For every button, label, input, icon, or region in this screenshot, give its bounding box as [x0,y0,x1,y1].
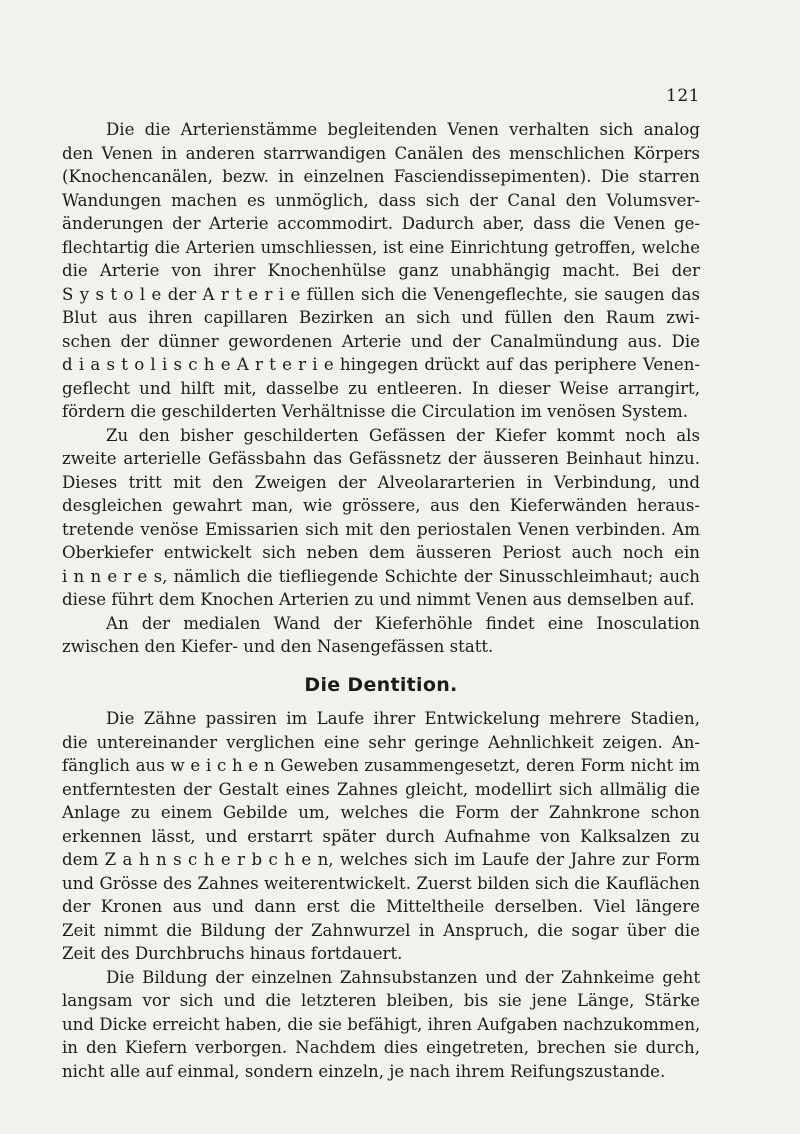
text-line: Zu den bisher geschilderten Gefässen der Kiefer kommt noch als [106,425,700,445]
text-line: die Arterie von ihrer Knochenhülse ganz unabhängig macht. Bei der [62,261,700,280]
text-line: und Grösse des Zahnes weiterentwickelt. Zuerst bilden sich die Kauflächen [62,873,700,893]
text-line: d i a s t o l i s c h e A r t e r i e hingegen drückt auf das periphere Venen- [62,355,700,374]
text-line: flechtartig die Arterien umschliessen, ist eine Einrichtung getroffen, welche [62,237,700,257]
text-line: diese führt dem Knochen Arterien zu und nimmt Venen aus demselben auf. [62,590,695,609]
paragraph-block-veins [62,118,700,659]
text-line: Blut aus ihren capillaren Bezirken an sich und füllen den Raum zwi- [62,308,700,327]
text-line: Oberkiefer entwickelt sich neben dem äusseren Periost auch noch ein [62,543,700,562]
text-line: Die Bildung der einzelnen Zahnsubstanzen und der Zahnkeime geht [106,967,700,987]
paragraph-block-dentition [62,707,700,1083]
text-line: dem Z a h n s c h e r b c h e n, welches sich im Laufe der Jahre zur Form [62,850,700,869]
text-line: Anlage zu einem Gebilde um, welches die Form der Zahnkrone schon [62,803,700,822]
text-line: S y s t o l e der A r t e r i e füllen sich die Venengeflechte, sie saugen das [62,284,700,304]
text-line: den Venen in anderen starrwandigen Canälen des menschlichen Körpers [62,143,700,163]
text-line: der Kronen aus und dann erst die Mitteltheile derselben. Viel längere [62,897,700,916]
text-line: zweite arterielle Gefässbahn das Gefässnetz der äusseren Beinhaut hinzu. [62,449,700,468]
text-line: entferntesten der Gestalt eines Zahnes gleicht, modellirt sich allmälig die [62,779,700,799]
text-line: und Dicke erreicht haben, die sie befähigt, ihren Aufgaben nachzukommen, [62,1014,701,1034]
text-line: die untereinander verglichen eine sehr geringe Aehnlichkeit zeigen. An- [62,732,700,752]
text-line: (Knochencanälen, bezw. in einzelnen Fasciendissepimenten). Die starren [62,167,700,186]
text-line: änderungen der Arterie accommodirt. Dadurch aber, dass die Venen ge- [62,214,700,233]
text-line: Die die Arterienstämme begleitenden Venen verhalten sich analog [106,120,700,139]
text-line: erkennen lässt, und erstarrt später durch Aufnahme von Kalksalzen zu [62,826,700,846]
text-line: Die Zähne passiren im Laufe ihrer Entwickelung mehrere Stadien, [106,709,700,728]
text-line: fördern die geschilderten Verhältnisse die Circulation im venösen System. [62,402,689,421]
section-heading: Die Dentition. [304,674,458,696]
text-line: Zeit nimmt die Bildung der Zahnwurzel in Anspruch, die sogar über die [62,920,700,940]
text-line: fänglich aus w e i c h e n Geweben zusammengesetzt, deren Form nicht im [62,756,700,775]
text-line: An der medialen Wand der Kieferhöhle findet eine Inosculation [106,613,700,633]
text-line: Wandungen machen es unmöglich, dass sich der Canal den Volumsver- [62,190,700,210]
text-line: desgleichen gewahrt man, wie grössere, aus den Kieferwänden heraus- [62,496,700,515]
text-line: nicht alle auf einmal, sondern einzeln, je nach ihrem Reifungszustande. [62,1061,666,1081]
text-line: zwischen den Kiefer- und den Nasengefässen statt. [62,637,494,656]
text-line: i n n e r e s, nämlich die tiefliegende Schichte der Sinusschleimhaut; auch [62,566,700,586]
text-line: langsam vor sich und die letzteren bleiben, bis sie jene Länge, Stärke [62,991,700,1010]
page-number: 121 [666,86,700,106]
text-line: Dieses tritt mit den Zweigen der Alveolararterien in Verbindung, und [62,472,700,492]
text-line: Zeit des Durchbruchs hinaus fortdauert. [62,944,403,963]
text-line: geflecht und hilft mit, dasselbe zu entleeren. In dieser Weise arrangirt, [62,378,700,398]
text-line: schen der dünner gewordenen Arterie und der Canalmündung aus. Die [62,331,700,351]
text-line: tretende venöse Emissarien sich mit den periostalen Venen verbinden. Am [62,519,700,539]
text-line: in den Kiefern verborgen. Nachdem dies eingetreten, brechen sie durch, [62,1038,700,1057]
